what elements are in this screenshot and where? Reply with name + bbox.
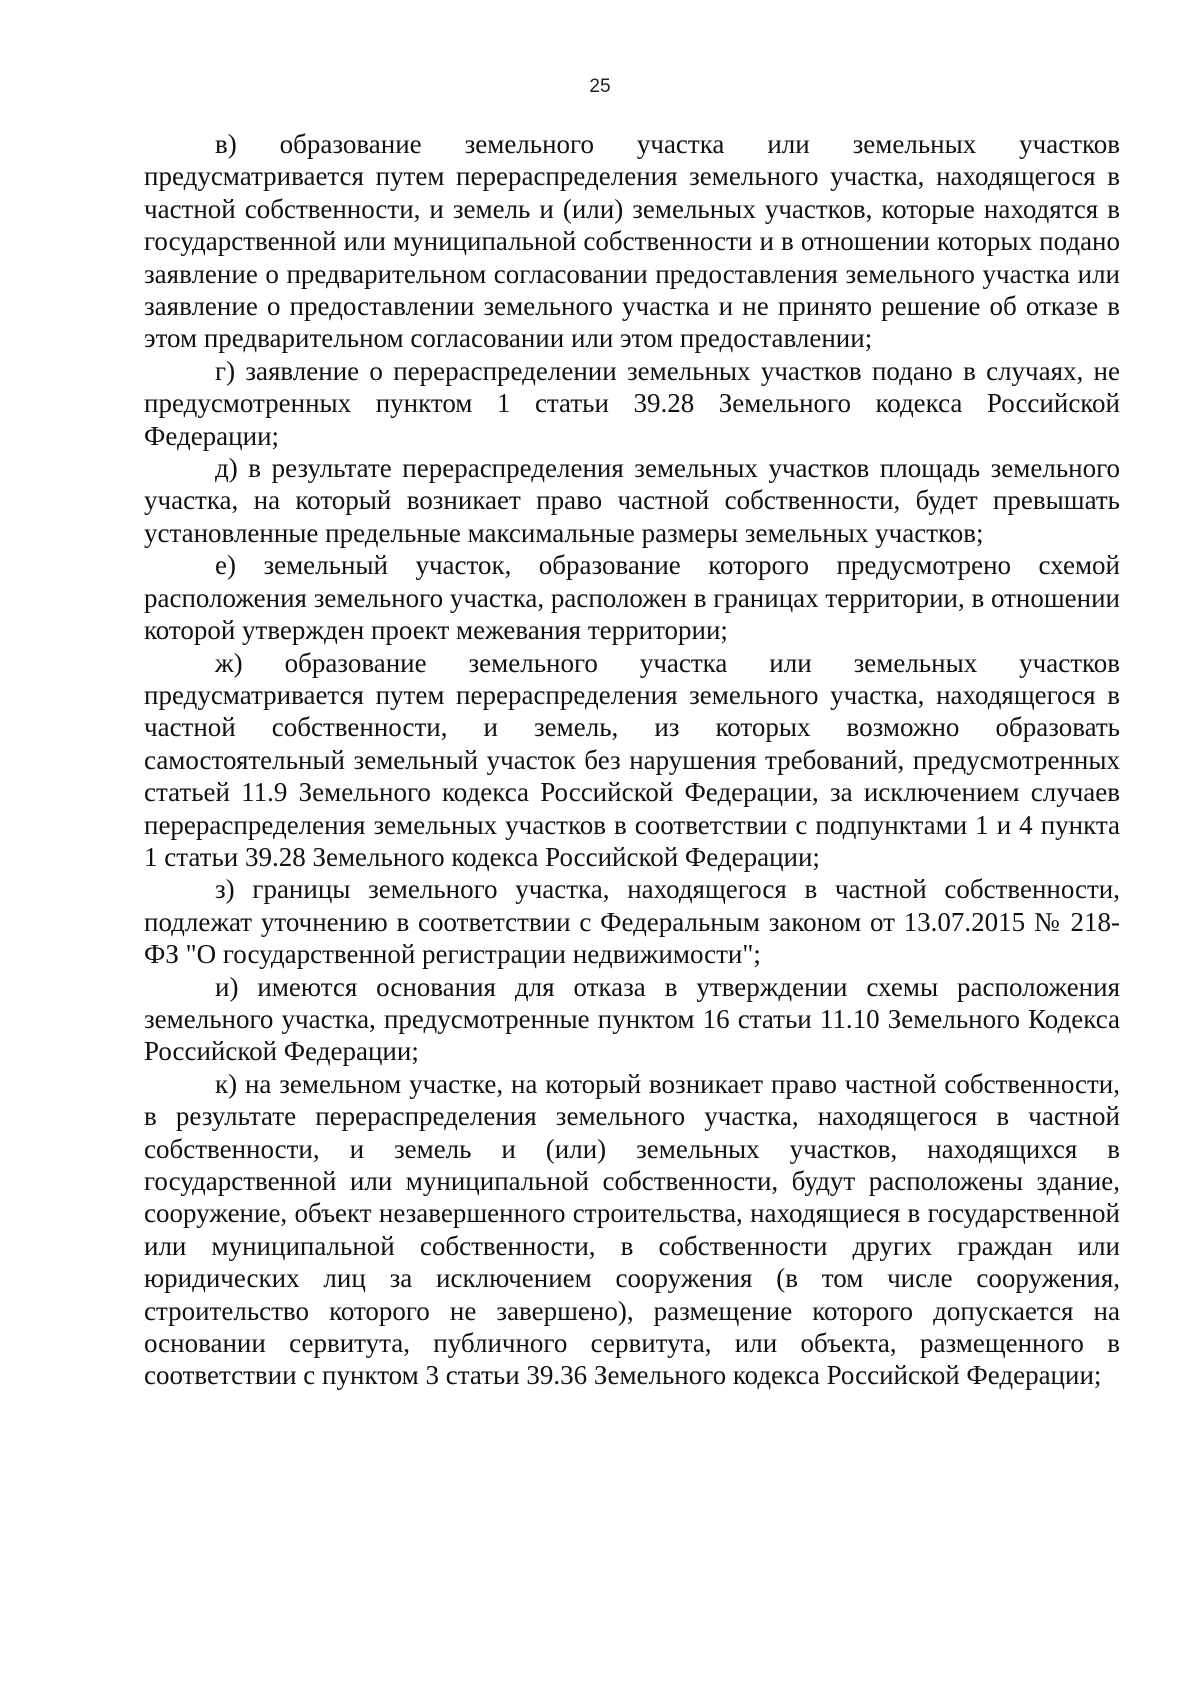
- page-number: 25: [589, 76, 611, 97]
- document-body: [144, 128, 1120, 1392]
- paragraph-k: к) на земельном участке, на который возникает право частной собственности, в результате перераспределения земельного участка, находящегося в частной собственности, и земель и (или) земельных участков, находящихся в государственной или муниципальной собственности, будут расположены здание, сооружение, объект незавершенного строительства, находящиеся в государственной или муниципальной собственности, в собственности других граждан или юридических лиц за исключением сооружения (в том числе сооружения, строительство которого не завершено), размещение которого допускается на основании сервитута, публичного сервитута, или объекта, размещенного в соответствии с пунктом 3 статьи 39.36 Земельного кодекса Российской Федерации;: [144, 1068, 1120, 1391]
- paragraph-v: в) образование земельного участка или земельных участков предусматривается путем перераспределения земельного участка, находящегося в частной собственности, и земель и (или) земельных участков, которые находятся в государственной или муниципальной собственности и в отношении которых подано заявление о предварительном согласовании предоставления земельного участка или заявление о предоставлении земельного участка и не принято решение об отказе в этом предварительном согласовании или этом предоставлении;: [144, 129, 1120, 354]
- paragraph-d: д) в результате перераспределения земельных участков площадь земельного участка, на который возникает право частной собственности, будет превышать установленные предельные максимальные размеры земельных участков;: [144, 453, 1120, 548]
- paragraph-e: е) земельный участок, образование которого предусмотрено схемой расположения земельного участка, расположен в границах территории, в отношении которой утвержден проект межевания территории;: [144, 550, 1120, 646]
- paragraph-zh: ж) образование земельного участка или земельных участков предусматривается путем перераспределения земельного участка, находящегося в частной собственности, и земель, из которых возможно образовать самостоятельный земельный участок без нарушения требований, предусмотренных статьей 11.9 Земельного кодекса Российской Федерации, за исключением случаев перераспределения земельных участков в соответствии с подпунктами 1 и 4 пункта 1 статьи 39.28 Земельного кодекса Российской Федерации;: [144, 647, 1120, 872]
- paragraph-g: г) заявление о перераспределении земельных участков подано в случаях, не предусмотренных пунктом 1 статьи 39.28 Земельного кодекса Российской Федерации;: [144, 355, 1120, 451]
- paragraph-i: и) имеются основания для отказа в утверждении схемы расположения земельного участка, предусмотренные пунктом 16 статьи 11.10 Земельного Кодекса Российской Федерации;: [144, 971, 1120, 1067]
- paragraph-z: з) границы земельного участка, находящегося в частной собственности, подлежат уточнению в соответствии с Федеральным законом от 13.07.2015 № 218-ФЗ "О государственной регистрации недвижимости";: [144, 874, 1120, 970]
